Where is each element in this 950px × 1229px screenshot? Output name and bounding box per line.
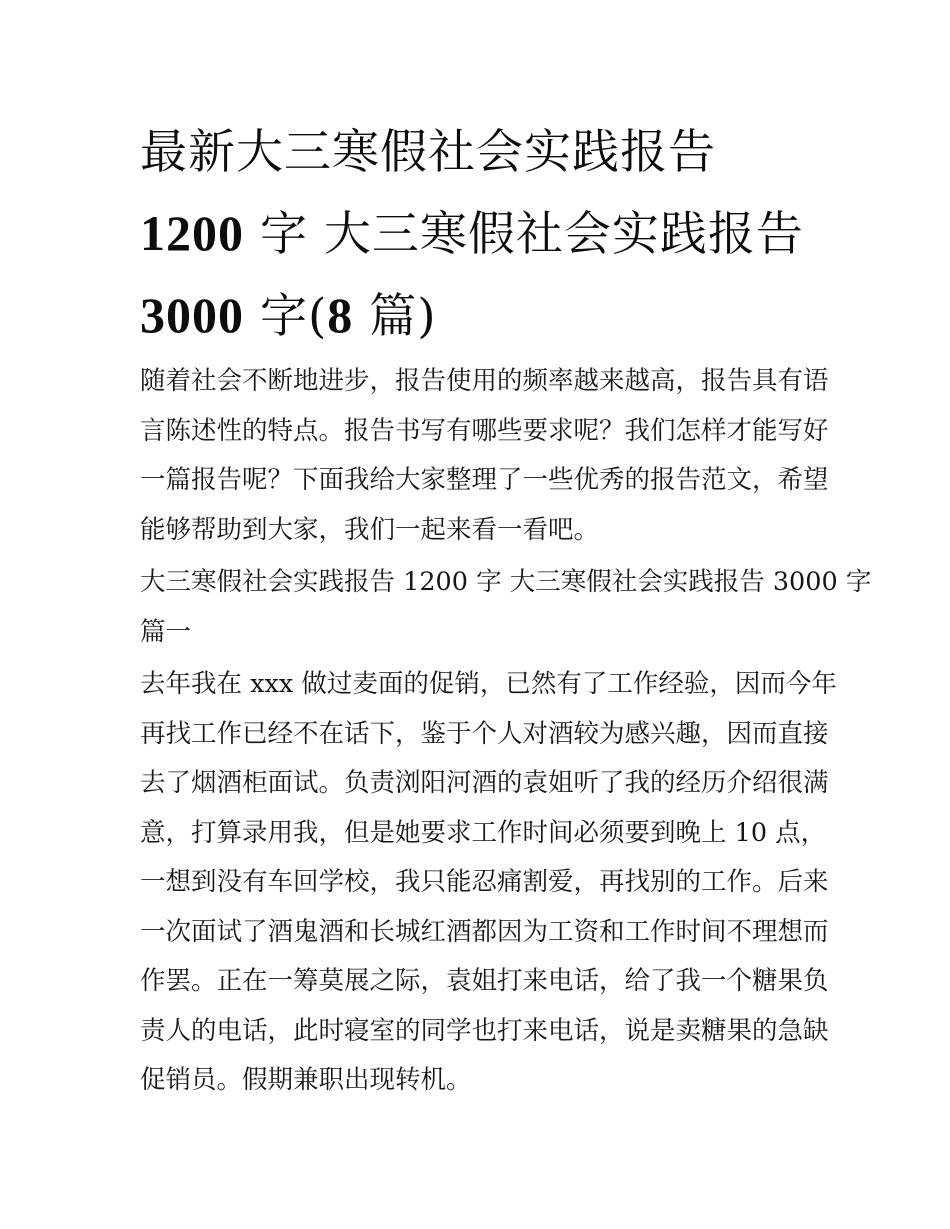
section-heading [140, 558, 872, 657]
intro-line: 一篇报告呢？下面我给大家整理了一些优秀的报告范文，希望 [140, 465, 829, 495]
body-line: 去年我在 xxx 做过麦面的促销，已然有了工作经验，因而今年 [140, 669, 837, 699]
title-line-3 [140, 275, 812, 357]
title-text: 字( [244, 289, 328, 344]
title-text: 字 大三寒假社会实践报告 [244, 207, 804, 262]
body-line: 再找工作已经不在话下，鉴于个人对酒较为感兴趣，因而直接 [140, 718, 829, 749]
body-line: 一想到没有车回学校，我只能忍痛割爱，再找别的工作。后来 [140, 867, 829, 897]
title-number: 3000 [140, 287, 244, 343]
document-content [140, 112, 872, 1106]
body-line: 责人的电话，此时寝室的同学也打来电话，说是卖糖果的急缺 [140, 1015, 829, 1046]
intro-paragraph [140, 357, 829, 555]
title-text: 篇) [353, 289, 437, 344]
intro-line: 随着社会不断地进步，报告使用的频率越来越高，报告具有语 [140, 366, 829, 396]
title-number: 8 [327, 287, 354, 343]
document-title [140, 112, 812, 357]
body-line: 作罢。正在一筹莫展之际，袁姐打来电话，给了我一个糖果负 [140, 966, 829, 996]
title-line-1: 最新大三寒假社会实践报告 [140, 125, 716, 180]
body-line: 促销员。假期兼职出现转机。 [140, 1065, 472, 1095]
body-line: 意，打算录用我，但是她要求工作时间必须要到晚上 10 点， [140, 817, 827, 848]
section-heading-line: 篇一 [140, 616, 192, 647]
intro-line: 能够帮助到大家，我们一起来看一看吧。 [140, 514, 600, 545]
title-line-2 [140, 193, 812, 275]
section-heading-line: 大三寒假社会实践报告 1200 字 大三寒假社会实践报告 3000 字 [140, 567, 872, 597]
body-paragraph [140, 660, 837, 1106]
body-line: 一次面试了酒鬼酒和长城红酒都因为工资和工作时间不理想而 [140, 916, 829, 947]
title-number: 1200 [140, 205, 244, 261]
intro-line: 言陈述性的特点。报告书写有哪些要求呢？我们怎样才能写好 [140, 415, 829, 446]
body-line: 去了烟酒柜面试。负责浏阳河酒的袁姐听了我的经历介绍很满 [140, 768, 829, 798]
